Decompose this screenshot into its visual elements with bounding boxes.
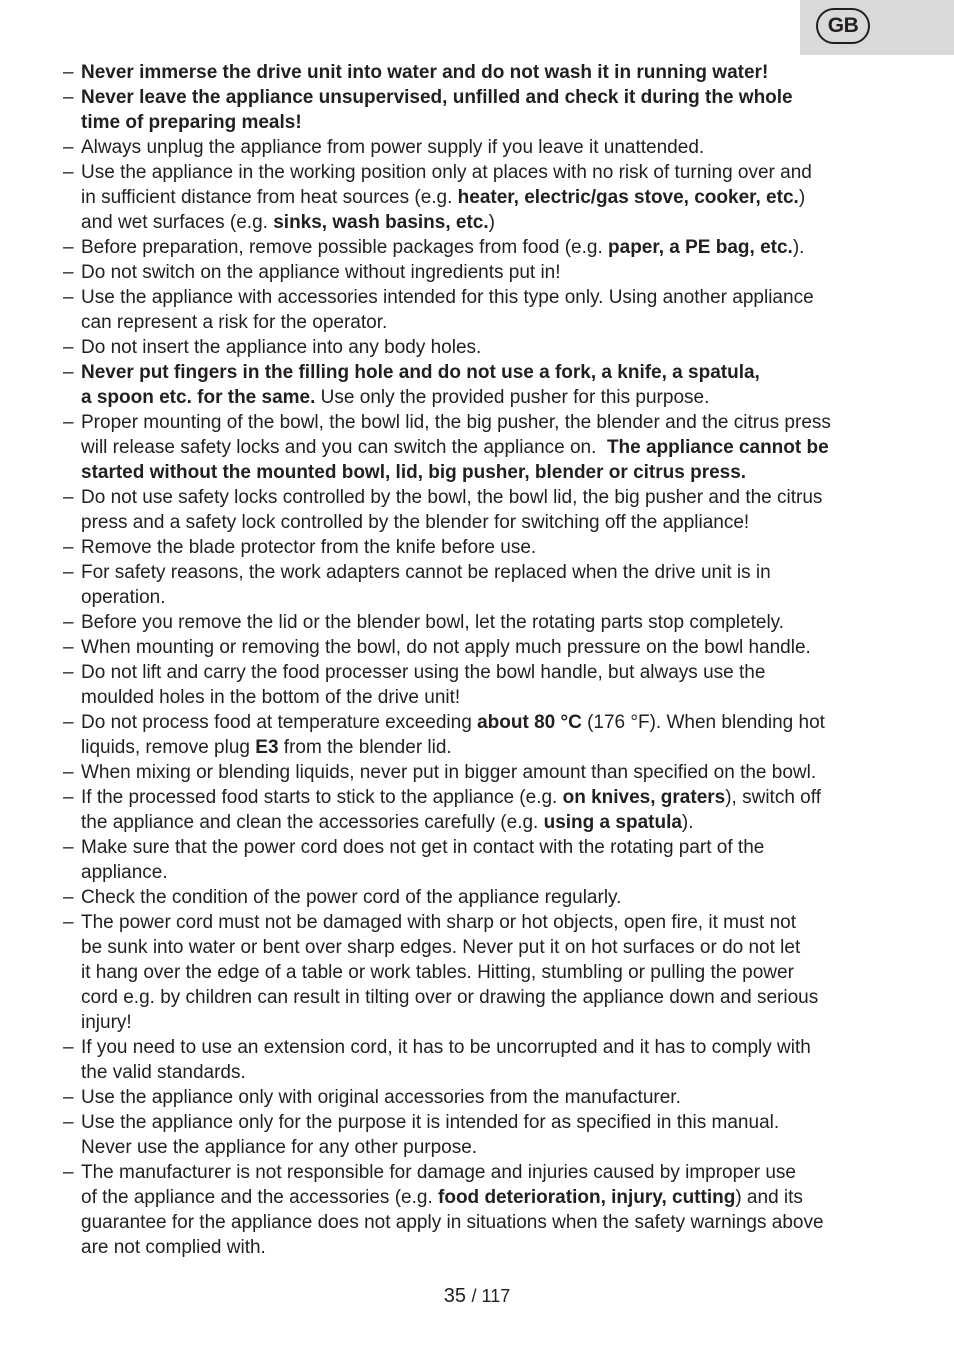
text-line xyxy=(81,860,893,885)
list-item-text xyxy=(81,410,893,485)
list-item xyxy=(63,485,893,535)
list-item-text xyxy=(81,535,893,560)
regular-text: liquids, remove plug xyxy=(81,737,256,758)
list-item-text xyxy=(81,335,893,360)
text-line xyxy=(81,810,893,835)
list-item-text xyxy=(81,160,893,235)
list-item xyxy=(63,610,893,635)
list-item-text xyxy=(81,635,893,660)
bold-text: Never leave the appliance unsupervised, unfilled and check it during the whole xyxy=(81,87,793,108)
list-dash: – xyxy=(63,87,74,108)
list-item xyxy=(63,785,893,835)
bold-text: about 80 °C xyxy=(477,712,582,733)
text-line xyxy=(81,1110,893,1135)
regular-text: can represent a risk for the operator. xyxy=(81,312,388,333)
regular-text: Remove the blade protector from the knife before use. xyxy=(81,537,537,558)
list-dash: – xyxy=(63,1037,74,1058)
list-item-text xyxy=(81,885,893,910)
bold-text: heater, electric/gas stove, cooker, etc. xyxy=(457,187,799,208)
list-dash: – xyxy=(63,487,74,508)
bold-text: on knives, graters xyxy=(562,787,726,808)
regular-text: cord e.g. by children can result in tilting over or drawing the appliance down and serious xyxy=(81,987,819,1008)
regular-text: Make sure that the power cord does not get in contact with the rotating part of the xyxy=(81,837,765,858)
text-line xyxy=(81,60,893,85)
text-line xyxy=(81,660,893,685)
list-dash: – xyxy=(63,237,74,258)
regular-text: appliance. xyxy=(81,862,168,883)
text-line xyxy=(81,1085,893,1110)
regular-text: ) xyxy=(798,187,806,208)
regular-text: the appliance and clean the accessories carefully (e.g. xyxy=(81,812,544,833)
regular-text: Do not switch on the appliance without ingredients put in! xyxy=(81,262,561,283)
list-item-text xyxy=(81,235,893,260)
list-item-text xyxy=(81,360,893,410)
list-item xyxy=(63,1085,893,1110)
regular-text: If the processed food starts to stick to the appliance (e.g. xyxy=(81,787,563,808)
regular-text: Check the condition of the power cord of the appliance regularly. xyxy=(81,887,622,908)
text-line xyxy=(81,210,893,235)
list-item xyxy=(63,660,893,710)
regular-text: Before you remove the lid or the blender bowl, let the rotating parts stop completely. xyxy=(81,612,785,633)
list-item-text xyxy=(81,1110,893,1160)
bold-text: Never immerse the drive unit into water and do not wash it in running water! xyxy=(81,62,769,83)
bold-text: time of preparing meals! xyxy=(81,112,302,133)
page-footer xyxy=(0,1283,954,1309)
text-line xyxy=(81,460,893,485)
text-line xyxy=(81,835,893,860)
text-line xyxy=(81,1235,893,1260)
list-dash: – xyxy=(63,537,74,558)
regular-text: injury! xyxy=(81,1012,132,1033)
regular-text: will release safety locks and you can switch the appliance on. xyxy=(81,437,607,458)
list-dash: – xyxy=(63,787,74,808)
text-line xyxy=(81,260,893,285)
list-item xyxy=(63,235,893,260)
text-line xyxy=(81,635,893,660)
text-line xyxy=(81,1010,893,1035)
regular-text: When mixing or blending liquids, never put in bigger amount than specified on the bowl. xyxy=(81,762,817,783)
list-item xyxy=(63,535,893,560)
list-dash: – xyxy=(63,662,74,683)
list-dash: – xyxy=(63,912,74,933)
text-line xyxy=(81,85,893,110)
list-item-text xyxy=(81,910,893,1035)
regular-text: Do not process food at temperature exceeding xyxy=(81,712,478,733)
list-item xyxy=(63,60,893,85)
list-item xyxy=(63,160,893,235)
text-line xyxy=(81,1160,893,1185)
list-item xyxy=(63,1110,893,1160)
list-item xyxy=(63,710,893,760)
regular-text: ) and its xyxy=(735,1187,803,1208)
regular-text: ). xyxy=(792,237,805,258)
list-item-text xyxy=(81,560,893,610)
list-item xyxy=(63,85,893,135)
list-item-text xyxy=(81,660,893,710)
page-total: / 117 xyxy=(471,1286,511,1306)
list-item-text xyxy=(81,485,893,535)
text-line xyxy=(81,1035,893,1060)
list-dash: – xyxy=(63,637,74,658)
text-line xyxy=(81,685,893,710)
text-line xyxy=(81,510,893,535)
regular-text: Do not insert the appliance into any body holes. xyxy=(81,337,482,358)
regular-text: The manufacturer is not responsible for damage and injuries caused by improper use xyxy=(81,1162,796,1183)
list-item-text xyxy=(81,760,893,785)
list-dash: – xyxy=(63,362,74,383)
list-item xyxy=(63,135,893,160)
list-dash: – xyxy=(63,837,74,858)
text-line xyxy=(81,785,893,810)
bold-text: a spoon etc. for the same. xyxy=(81,387,316,408)
regular-text: it hang over the edge of a table or work tables. Hitting, stumbling or pulling the power xyxy=(81,962,794,983)
text-line xyxy=(81,710,893,735)
bold-text: Never put fingers in the filling hole and do not use a fork, a knife, a spatula, xyxy=(81,362,760,383)
list-item-text xyxy=(81,1160,893,1260)
text-line xyxy=(81,1185,893,1210)
text-line xyxy=(81,385,893,410)
list-item-text xyxy=(81,710,893,760)
list-item xyxy=(63,635,893,660)
text-line xyxy=(81,1210,893,1235)
text-line xyxy=(81,1060,893,1085)
regular-text: Always unplug the appliance from power supply if you leave it unattended. xyxy=(81,137,705,158)
list-item-text xyxy=(81,85,893,135)
list-item-text xyxy=(81,285,893,335)
text-line xyxy=(81,560,893,585)
regular-text: of the appliance and the accessories (e.g. xyxy=(81,1187,439,1208)
bold-text: paper, a PE bag, etc. xyxy=(608,237,793,258)
text-line xyxy=(81,960,893,985)
text-line xyxy=(81,535,893,560)
text-line xyxy=(81,185,893,210)
list-item xyxy=(63,835,893,885)
list-item xyxy=(63,335,893,360)
bold-text: sinks, wash basins, etc. xyxy=(273,212,489,233)
regular-text: Never use the appliance for any other purpose. xyxy=(81,1137,478,1158)
text-line xyxy=(81,135,893,160)
text-line xyxy=(81,985,893,1010)
list-dash: – xyxy=(63,762,74,783)
text-line xyxy=(81,310,893,335)
bold-text: food deterioration, injury, cutting xyxy=(438,1187,736,1208)
regular-text: For safety reasons, the work adapters cannot be replaced when the drive unit is in xyxy=(81,562,771,583)
text-line xyxy=(81,160,893,185)
text-line xyxy=(81,935,893,960)
regular-text: The power cord must not be damaged with sharp or hot objects, open fire, it must not xyxy=(81,912,796,933)
text-line xyxy=(81,1135,893,1160)
list-item xyxy=(63,760,893,785)
list-item xyxy=(63,1035,893,1085)
regular-text: operation. xyxy=(81,587,166,608)
language-tab xyxy=(800,0,954,55)
regular-text: Use only the provided pusher for this purpose. xyxy=(315,387,710,408)
bold-text: using a spatula xyxy=(543,812,682,833)
list-item xyxy=(63,360,893,410)
text-line xyxy=(81,760,893,785)
regular-text: ) xyxy=(488,212,495,233)
regular-text: press and a safety lock controlled by the blender for switching off the appliance! xyxy=(81,512,750,533)
list-dash: – xyxy=(63,287,74,308)
language-badge: GB xyxy=(816,8,870,44)
text-line xyxy=(81,410,893,435)
bold-text: E3 xyxy=(255,737,279,758)
list-dash: – xyxy=(63,137,74,158)
list-dash: – xyxy=(63,162,74,183)
regular-text: If you need to use an extension cord, it has to be uncorrupted and it has to comply with xyxy=(81,1037,811,1058)
regular-text: Use the appliance only for the purpose it is intended for as specified in this manual. xyxy=(81,1112,780,1133)
regular-text: are not complied with. xyxy=(81,1237,266,1258)
list-item xyxy=(63,560,893,610)
regular-text: Use the appliance with accessories intended for this type only. Using another appliance xyxy=(81,287,814,308)
regular-text: Use the appliance only with original accessories from the manufacturer. xyxy=(81,1087,681,1108)
regular-text: guarantee for the appliance does not apply in situations when the safety warnings above xyxy=(81,1212,824,1233)
text-line xyxy=(81,110,893,135)
list-dash: – xyxy=(63,1112,74,1133)
regular-text: be sunk into water or bent over sharp edges. Never put it on hot surfaces or do not let xyxy=(81,937,801,958)
regular-text: Do not use safety locks controlled by the bowl, the bowl lid, the big pusher and the citrus xyxy=(81,487,823,508)
regular-text: Do not lift and carry the food processer using the bowl handle, but always use the xyxy=(81,662,766,683)
text-line xyxy=(81,235,893,260)
list-dash: – xyxy=(63,562,74,583)
list-item xyxy=(63,260,893,285)
text-line xyxy=(81,335,893,360)
list-item xyxy=(63,910,893,1035)
regular-text: Use the appliance in the working position only at places with no risk of turning over and xyxy=(81,162,812,183)
list-item xyxy=(63,410,893,485)
regular-text: Proper mounting of the bowl, the bowl lid, the big pusher, the blender and the citrus press xyxy=(81,412,831,433)
list-item-text xyxy=(81,1035,893,1085)
list-item-text xyxy=(81,785,893,835)
list-item xyxy=(63,1160,893,1260)
regular-text: Before preparation, remove possible packages from food (e.g. xyxy=(81,237,609,258)
text-line xyxy=(81,285,893,310)
text-line xyxy=(81,485,893,510)
regular-text: the valid standards. xyxy=(81,1062,246,1083)
text-line xyxy=(81,735,893,760)
list-dash: – xyxy=(63,612,74,633)
list-item-text xyxy=(81,60,893,85)
regular-text: When mounting or removing the bowl, do not apply much pressure on the bowl handle. xyxy=(81,637,811,658)
text-line xyxy=(81,610,893,635)
page-number: 35 xyxy=(443,1285,466,1307)
text-line xyxy=(81,885,893,910)
list-item-text xyxy=(81,260,893,285)
list-item xyxy=(63,285,893,335)
safety-instructions-list xyxy=(63,60,893,1260)
bold-text: The appliance cannot be xyxy=(606,437,829,458)
regular-text: (176 °F). When blending hot xyxy=(581,712,825,733)
list-item xyxy=(63,885,893,910)
list-dash: – xyxy=(63,712,74,733)
list-dash: – xyxy=(63,887,74,908)
list-item-text xyxy=(81,610,893,635)
regular-text: from the blender lid. xyxy=(278,737,452,758)
bold-text: started without the mounted bowl, lid, big pusher, blender or citrus press. xyxy=(81,462,747,483)
list-dash: – xyxy=(63,62,74,83)
text-line xyxy=(81,435,893,460)
list-item-text xyxy=(81,835,893,885)
list-dash: – xyxy=(63,412,74,433)
regular-text: in sufficient distance from heat sources (e.g. xyxy=(81,187,458,208)
list-item-text xyxy=(81,135,893,160)
list-dash: – xyxy=(63,262,74,283)
regular-text: moulded holes in the bottom of the drive unit! xyxy=(81,687,461,708)
text-line xyxy=(81,360,893,385)
list-dash: – xyxy=(63,1162,74,1183)
regular-text: and wet surfaces (e.g. xyxy=(81,212,274,233)
text-line xyxy=(81,585,893,610)
list-item-text xyxy=(81,1085,893,1110)
list-dash: – xyxy=(63,337,74,358)
regular-text: ). xyxy=(681,812,694,833)
list-dash: – xyxy=(63,1087,74,1108)
text-line xyxy=(81,910,893,935)
regular-text: ), switch off xyxy=(725,787,821,808)
